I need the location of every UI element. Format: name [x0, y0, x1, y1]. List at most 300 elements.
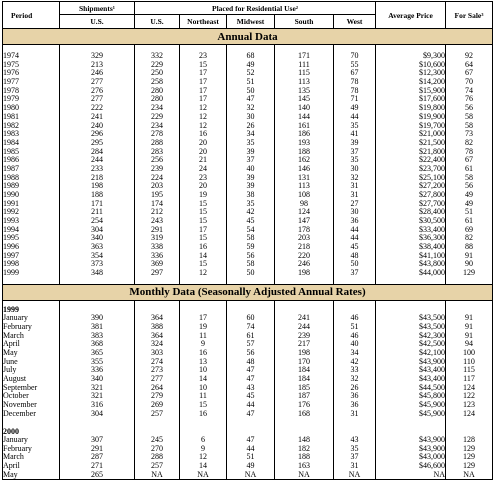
placed-us-cell: 212	[135, 208, 180, 217]
shipments-cell: 240	[60, 121, 135, 130]
period-cell: 1978	[3, 86, 60, 95]
placed-us-cell: 364	[135, 331, 180, 340]
average-price-cell: $21,000	[376, 130, 446, 139]
south-cell: 217	[275, 340, 334, 349]
west-cell: 35	[334, 156, 376, 165]
for-sale-cell: 129	[446, 269, 493, 278]
average-price-cell: $9,300	[376, 52, 446, 61]
midwest-cell: 26	[227, 121, 275, 130]
period-cell: 1980	[3, 104, 60, 113]
for-sale-cell: 56	[446, 104, 493, 113]
midwest-cell: 50	[227, 269, 275, 278]
west-cell: 44	[334, 113, 376, 122]
for-sale-cell: 117	[446, 375, 493, 384]
south-cell: 135	[275, 86, 334, 95]
midwest-cell: 54	[227, 225, 275, 234]
south-cell: 146	[275, 165, 334, 174]
northeast-header: Northeast	[180, 15, 227, 29]
table-row	[3, 139, 493, 148]
midwest-cell: 47	[227, 410, 275, 419]
for-sale-cell: 69	[446, 225, 493, 234]
midwest-cell: 37	[227, 156, 275, 165]
for-sale-cell: 91	[446, 331, 493, 340]
placed-us-cell: 297	[135, 269, 180, 278]
spacer-cell	[275, 277, 334, 284]
placed-us-cell: 278	[135, 130, 180, 139]
south-cell: 111	[275, 60, 334, 69]
northeast-cell: 15	[180, 217, 227, 226]
period-cell: September	[3, 383, 60, 392]
for-sale-cell: 64	[446, 60, 493, 69]
for-sale-cell: 74	[446, 86, 493, 95]
shipments-cell: 304	[60, 410, 135, 419]
midwest-cell: 40	[227, 165, 275, 174]
period-cell: 1986	[3, 156, 60, 165]
south-cell: 244	[275, 323, 334, 332]
placed-us-cell: 270	[135, 444, 180, 453]
average-price-cell: $43,900	[376, 444, 446, 453]
average-price-cell: $38,400	[376, 243, 446, 252]
table-row	[3, 462, 493, 471]
for-sale-cell: 58	[446, 173, 493, 182]
midwest-cell: 56	[227, 251, 275, 260]
northeast-cell: 15	[180, 199, 227, 208]
shipments-cell: 254	[60, 217, 135, 226]
west-cell: 43	[334, 436, 376, 445]
period-cell: April	[3, 340, 60, 349]
northeast-cell: 12	[180, 269, 227, 278]
midwest-cell: 43	[227, 383, 275, 392]
for-sale-cell: NA	[446, 470, 493, 479]
for-sale-cell: 100	[446, 349, 493, 358]
shipments-us-header: U.S.	[60, 15, 135, 29]
shipments-cell: 277	[60, 95, 135, 104]
average-price-cell: $27,200	[376, 182, 446, 191]
south-cell: 246	[275, 260, 334, 269]
west-cell: 35	[334, 444, 376, 453]
for-sale-cell: 91	[446, 314, 493, 323]
northeast-cell: 17	[180, 225, 227, 234]
period-cell: November	[3, 401, 60, 410]
for-sale-cell: 129	[446, 444, 493, 453]
for-sale-cell: 58	[446, 113, 493, 122]
placed-us-cell: 279	[135, 392, 180, 401]
west-cell: 36	[334, 392, 376, 401]
west-cell: 31	[334, 191, 376, 200]
average-price-cell: $45,900	[376, 410, 446, 419]
northeast-cell: 9	[180, 444, 227, 453]
west-cell: 39	[334, 139, 376, 148]
south-cell: 163	[275, 462, 334, 471]
shipments-cell: 284	[60, 147, 135, 156]
period-cell: March	[3, 453, 60, 462]
south-cell: 131	[275, 173, 334, 182]
for-sale-cell: 76	[446, 95, 493, 104]
south-cell: 188	[275, 147, 334, 156]
shipments-cell: 373	[60, 260, 135, 269]
monthly-data-band	[3, 284, 493, 300]
midwest-cell: 38	[227, 191, 275, 200]
average-price-cell: $19,900	[376, 113, 446, 122]
northeast-cell: 12	[180, 104, 227, 113]
period-cell: 1983	[3, 130, 60, 139]
average-price-cell: $17,600	[376, 95, 446, 104]
table-row	[3, 243, 493, 252]
period-cell: March	[3, 331, 60, 340]
period-cell: 1990	[3, 191, 60, 200]
placed-us-cell: 280	[135, 95, 180, 104]
south-cell: 198	[275, 349, 334, 358]
shipments-cell: 321	[60, 392, 135, 401]
south-header: South	[275, 15, 334, 29]
west-cell: 32	[334, 173, 376, 182]
period-cell: May	[3, 470, 60, 479]
south-cell: 140	[275, 104, 334, 113]
for-sale-cell: 128	[446, 436, 493, 445]
for-sale-cell: 91	[446, 251, 493, 260]
west-cell: 40	[334, 340, 376, 349]
for-sale-cell: 124	[446, 383, 493, 392]
midwest-cell: 47	[227, 95, 275, 104]
period-cell: October	[3, 392, 60, 401]
west-cell: 30	[334, 208, 376, 217]
shipments-cell: 198	[60, 182, 135, 191]
northeast-cell: 20	[180, 182, 227, 191]
northeast-cell: 19	[180, 323, 227, 332]
south-cell: 145	[275, 95, 334, 104]
south-cell: 184	[275, 375, 334, 384]
period-cell: 1974	[3, 52, 60, 61]
shipments-cell: 233	[60, 165, 135, 174]
average-price-cell: $12,300	[376, 69, 446, 78]
south-cell: 113	[275, 182, 334, 191]
placed-us-cell: 369	[135, 260, 180, 269]
shipments-cell: 241	[60, 113, 135, 122]
monthly-data-band-title: Monthly Data (Seasonally Adjusted Annual Rates)	[3, 284, 493, 300]
average-price-cell: $43,900	[376, 357, 446, 366]
average-price-cell: $43,500	[376, 314, 446, 323]
placed-us-cell: 234	[135, 104, 180, 113]
empty-cell	[60, 423, 135, 436]
west-cell: 37	[334, 453, 376, 462]
midwest-cell: 59	[227, 243, 275, 252]
average-price-cell: $21,800	[376, 147, 446, 156]
midwest-cell: 57	[227, 340, 275, 349]
west-cell: 67	[334, 69, 376, 78]
shipments-cell: 365	[60, 349, 135, 358]
west-cell: 31	[334, 182, 376, 191]
average-price-cell: $22,400	[376, 156, 446, 165]
average-price-cell: $45,900	[376, 401, 446, 410]
south-cell: 171	[275, 52, 334, 61]
period-cell: 1987	[3, 165, 60, 174]
northeast-cell: 16	[180, 410, 227, 419]
average-price-cell: $19,800	[376, 104, 446, 113]
annual-data-band	[3, 29, 493, 45]
northeast-cell: 14	[180, 375, 227, 384]
south-cell: NA	[275, 470, 334, 479]
period-cell: 1982	[3, 121, 60, 130]
south-cell: 220	[275, 251, 334, 260]
period-cell: 1979	[3, 95, 60, 104]
northeast-cell: NA	[180, 470, 227, 479]
period-cell: February	[3, 444, 60, 453]
shipments-cell: 316	[60, 401, 135, 410]
average-price-cell: $30,500	[376, 217, 446, 226]
south-cell: 162	[275, 156, 334, 165]
west-cell: 26	[334, 383, 376, 392]
midwest-header: Midwest	[227, 15, 275, 29]
for-sale-cell: 78	[446, 147, 493, 156]
average-price-cell: $43,400	[376, 375, 446, 384]
spacer-cell	[334, 277, 376, 284]
period-cell: 1981	[3, 113, 60, 122]
south-cell: 161	[275, 121, 334, 130]
placed-us-cell: 243	[135, 217, 180, 226]
placed-us-cell: 257	[135, 462, 180, 471]
west-cell: 44	[334, 225, 376, 234]
for-sale-cell: 90	[446, 260, 493, 269]
for-sale-cell: 73	[446, 130, 493, 139]
northeast-cell: 15	[180, 234, 227, 243]
average-price-cell: $42,300	[376, 331, 446, 340]
south-cell: 203	[275, 234, 334, 243]
placed-us-cell: 239	[135, 165, 180, 174]
northeast-cell: 16	[180, 243, 227, 252]
spacer-cell	[180, 277, 227, 284]
average-price-cell: $46,600	[376, 462, 446, 471]
year-label: 2000	[3, 423, 60, 436]
period-cell: January	[3, 436, 60, 445]
northeast-cell: 17	[180, 69, 227, 78]
northeast-cell: 11	[180, 331, 227, 340]
placed-us-cell: 250	[135, 69, 180, 78]
period-cell: 1999	[3, 269, 60, 278]
south-cell: 186	[275, 130, 334, 139]
for-sale-cell: 92	[446, 52, 493, 61]
average-price-cell: $33,400	[376, 225, 446, 234]
period-cell: 1997	[3, 251, 60, 260]
shipments-cell: 321	[60, 383, 135, 392]
period-cell: 1988	[3, 173, 60, 182]
west-cell: 46	[334, 314, 376, 323]
placed-us-cell: 174	[135, 199, 180, 208]
west-cell: 51	[334, 323, 376, 332]
northeast-cell: 17	[180, 78, 227, 87]
northeast-cell: 13	[180, 357, 227, 366]
west-cell: 45	[334, 243, 376, 252]
shipments-cell: 381	[60, 323, 135, 332]
for-sale-cell: 110	[446, 357, 493, 366]
shipments-cell: 213	[60, 60, 135, 69]
placed-us-cell: 269	[135, 401, 180, 410]
average-price-cell: $41,100	[376, 251, 446, 260]
shipments-cell: 368	[60, 340, 135, 349]
period-cell: 1993	[3, 217, 60, 226]
year-group-row	[3, 423, 493, 436]
average-price-cell: $44,000	[376, 269, 446, 278]
northeast-cell: 12	[180, 113, 227, 122]
placed-for-residential-use-header: Placed for Residential Use²	[135, 2, 376, 15]
for-sale-cell: 61	[446, 165, 493, 174]
west-cell: 78	[334, 86, 376, 95]
midwest-cell: 44	[227, 401, 275, 410]
for-sale-cell: 124	[446, 410, 493, 419]
shipments-cell: 383	[60, 331, 135, 340]
south-cell: 108	[275, 191, 334, 200]
placed-us-cell: 277	[135, 375, 180, 384]
period-cell: 1984	[3, 139, 60, 148]
shipments-cell: 363	[60, 243, 135, 252]
midwest-cell: 45	[227, 217, 275, 226]
west-cell: 32	[334, 375, 376, 384]
south-cell: 188	[275, 453, 334, 462]
for-sale-cell: 67	[446, 156, 493, 165]
placed-us-cell: 229	[135, 113, 180, 122]
south-cell: 193	[275, 139, 334, 148]
shipments-cell: 218	[60, 173, 135, 182]
west-cell: 49	[334, 104, 376, 113]
northeast-cell: 12	[180, 121, 227, 130]
placed-us-cell: 245	[135, 436, 180, 445]
midwest-cell: 39	[227, 173, 275, 182]
average-price-cell: $15,900	[376, 86, 446, 95]
south-cell: 187	[275, 392, 334, 401]
placed-us-cell: 283	[135, 147, 180, 156]
midwest-cell: 49	[227, 462, 275, 471]
empty-cell	[60, 301, 135, 315]
midwest-cell: 44	[227, 444, 275, 453]
spacer-cell	[60, 277, 135, 284]
midwest-cell: 51	[227, 453, 275, 462]
placed-us-cell: 288	[135, 453, 180, 462]
table-row	[3, 191, 493, 200]
placed-us-cell: 229	[135, 60, 180, 69]
average-price-cell: $43,000	[376, 453, 446, 462]
shipments-cell: 296	[60, 130, 135, 139]
table-row	[3, 436, 493, 445]
average-price-cell: $44,500	[376, 383, 446, 392]
average-price-cell: $10,600	[376, 60, 446, 69]
south-cell: 241	[275, 314, 334, 323]
for-sale-cell: 56	[446, 182, 493, 191]
northeast-cell: 15	[180, 208, 227, 217]
northeast-cell: 16	[180, 130, 227, 139]
placed-us-cell: 364	[135, 314, 180, 323]
average-price-cell: $23,700	[376, 165, 446, 174]
average-price-cell: $36,300	[376, 234, 446, 243]
shipments-cell: 340	[60, 234, 135, 243]
period-cell: December	[3, 410, 60, 419]
midwest-cell: 58	[227, 260, 275, 269]
placed-us-cell: 324	[135, 340, 180, 349]
for-sale-cell: 82	[446, 139, 493, 148]
shipments-cell: 171	[60, 199, 135, 208]
south-cell: 124	[275, 208, 334, 217]
average-price-cell: $27,800	[376, 191, 446, 200]
placed-us-cell: 257	[135, 410, 180, 419]
midwest-cell: 52	[227, 69, 275, 78]
midwest-cell: 47	[227, 436, 275, 445]
west-cell: NA	[334, 470, 376, 479]
west-cell: 37	[334, 147, 376, 156]
west-cell: 36	[334, 401, 376, 410]
midwest-cell: 49	[227, 60, 275, 69]
shipments-cell: 244	[60, 156, 135, 165]
northeast-cell: 10	[180, 383, 227, 392]
for-sale-cell: 115	[446, 366, 493, 375]
placed-us-cell: 338	[135, 243, 180, 252]
average-price-cell: $45,800	[376, 392, 446, 401]
placed-us-cell: 280	[135, 86, 180, 95]
placed-us-header: U.S.	[135, 15, 180, 29]
placed-us-cell: 303	[135, 349, 180, 358]
period-cell: 1994	[3, 225, 60, 234]
west-cell: 50	[334, 260, 376, 269]
placed-us-cell: 195	[135, 191, 180, 200]
south-cell: 115	[275, 69, 334, 78]
placed-us-cell: 234	[135, 121, 180, 130]
south-cell: 144	[275, 113, 334, 122]
midwest-cell: NA	[227, 470, 275, 479]
average-price-cell: $19,700	[376, 121, 446, 130]
south-cell: 98	[275, 199, 334, 208]
south-cell: 170	[275, 357, 334, 366]
west-cell: 34	[334, 349, 376, 358]
northeast-cell: 14	[180, 462, 227, 471]
midwest-cell: 60	[227, 314, 275, 323]
average-price-cell: $28,400	[376, 208, 446, 217]
empty-cell	[446, 423, 493, 436]
south-cell: 185	[275, 383, 334, 392]
northeast-cell: 16	[180, 349, 227, 358]
shipments-cell: 390	[60, 314, 135, 323]
for-sale-cell: 94	[446, 340, 493, 349]
west-cell: 41	[334, 130, 376, 139]
midwest-cell: 47	[227, 366, 275, 375]
shipments-cell: 307	[60, 436, 135, 445]
northeast-cell: 6	[180, 436, 227, 445]
west-cell: 33	[334, 366, 376, 375]
northeast-cell: 15	[180, 260, 227, 269]
placed-us-cell: 288	[135, 139, 180, 148]
empty-cell	[376, 301, 446, 315]
west-cell: 35	[334, 121, 376, 130]
northeast-cell: 20	[180, 147, 227, 156]
period-cell: April	[3, 462, 60, 471]
placed-us-cell: 336	[135, 251, 180, 260]
average-price-cell: $42,100	[376, 349, 446, 358]
spacer-cell	[3, 277, 60, 284]
for-sale-cell: 70	[446, 78, 493, 87]
empty-cell	[275, 301, 334, 315]
period-cell: 1977	[3, 78, 60, 87]
south-cell: 184	[275, 366, 334, 375]
midwest-cell: 30	[227, 113, 275, 122]
midwest-cell: 35	[227, 199, 275, 208]
northeast-cell: 17	[180, 314, 227, 323]
average-price-cell: $21,500	[376, 139, 446, 148]
midwest-cell: 51	[227, 78, 275, 87]
south-cell: 147	[275, 217, 334, 226]
midwest-cell: 39	[227, 182, 275, 191]
empty-cell	[275, 423, 334, 436]
empty-cell	[227, 301, 275, 315]
period-cell: 1992	[3, 208, 60, 217]
table-row	[3, 113, 493, 122]
empty-cell	[376, 423, 446, 436]
year-label: 1999	[3, 301, 60, 315]
